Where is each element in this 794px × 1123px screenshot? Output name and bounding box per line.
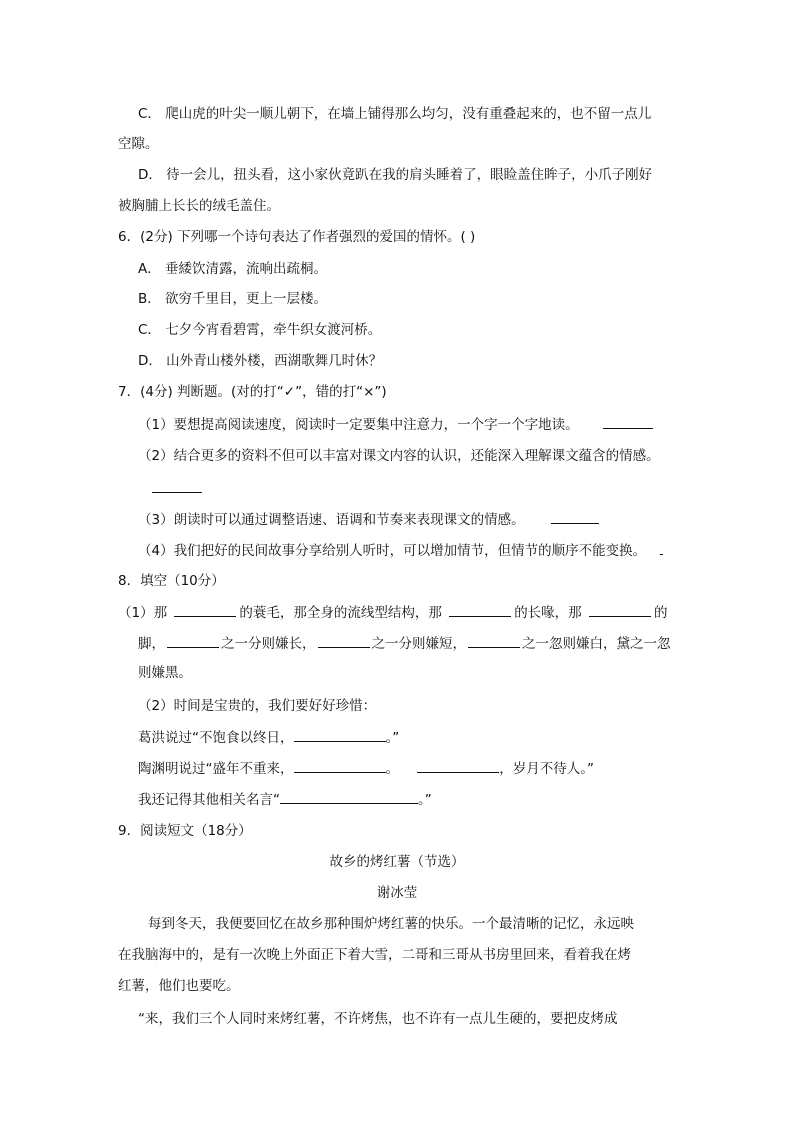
q8-p1-text-a: （1）那 <box>118 605 168 621</box>
q8-part1-line3: 则嫌黑。 <box>138 665 192 681</box>
passage-para2-line1: “来，我们三个人同时来烤红薯，不许烤焦，也不许有一点儿生硬的，要把皮烤成 <box>138 1011 618 1027</box>
q8-part1-line2 <box>138 633 671 653</box>
q8-blank-8[interactable] <box>294 758 386 773</box>
q7-item-4-text: （4）我们把好的民间故事分享给别人听时，可以增加情节，但情节的顺序不能变换。 <box>138 543 647 559</box>
q7-answer-blank-4[interactable] <box>660 540 663 555</box>
q8-ge-text-b: 。” <box>385 730 400 746</box>
q7-item-4 <box>138 540 663 560</box>
q9-stem: 9．阅读短文（18分） <box>118 823 252 839</box>
q8-other-text-a: 我还记得其他相关名言“ <box>138 792 280 808</box>
q5-option-d-line2: 被胸脯上长长的绒毛盖住。 <box>118 198 280 214</box>
q7-answer-blank-1[interactable] <box>603 414 653 429</box>
q5-option-c-line2: 空隙。 <box>118 136 159 152</box>
q8-blank-1[interactable] <box>174 602 236 617</box>
passage-para1-line1: 每到冬天，我便要回忆在故乡那种围炉烤红薯的快乐。一个最清晰的记忆，永远映 <box>148 916 634 932</box>
q8-ge-text-a: 葛洪说过“不饱食以终日， <box>138 730 294 746</box>
q8-p2-text-c: 之一分则嫌短， <box>371 636 466 652</box>
q8-blank-6[interactable] <box>468 633 520 648</box>
q8-tao-text-c: ，岁月不待人。” <box>499 761 595 777</box>
q8-gehong-line <box>138 727 399 747</box>
q6-option-b: B． 欲穷千里目，更上一层楼。 <box>138 291 328 307</box>
q8-other-quote-line <box>138 789 432 809</box>
q8-part2-intro: （2）时间是宝贵的，我们要好好珍惜： <box>138 698 377 714</box>
passage-para1-line2: 在我脑海中的，是有一次晚上外面正下着大雪，二哥和三哥从书房里回来，看着我在烤 <box>118 947 631 963</box>
q8-p2-text-d: 之一忽则嫌白，黛之一忽 <box>522 636 671 652</box>
q8-blank-4[interactable] <box>167 633 219 648</box>
q6-stem: 6．(2分) 下列哪一个诗句表达了作者强烈的爱国的情怀。( ) <box>118 229 476 245</box>
q7-stem: 7．(4分) 判断题。(对的打“✓”，错的打“×”) <box>118 384 387 400</box>
q8-p2-text-a: 脚， <box>138 636 165 652</box>
q8-blank-5[interactable] <box>318 633 370 648</box>
q8-blank-3[interactable] <box>589 602 651 617</box>
q8-p1-text-b: 的蓑毛，那全身的流线型结构，那 <box>239 605 442 621</box>
q5-option-d-line1: D． 待一会儿，扭头看，这小家伙竟趴在我的肩头睡着了，眼睑盖住眸子，小爪子刚好 <box>138 167 653 183</box>
q8-taoyuanming-line <box>138 758 594 778</box>
q7-item-3 <box>138 509 599 529</box>
q7-item-2: （2）结合更多的资料不但可以丰富对课文内容的认识，还能深入理解课文蕴含的情感。 <box>138 448 660 464</box>
q5-option-c-line1: C． 爬山虎的叶尖一顺儿朝下，在墙上铺得那么均匀，没有重叠起来的，也不留一点儿 <box>138 106 652 122</box>
q6-option-a: A． 垂緌饮清露，流响出疏桐。 <box>138 261 328 277</box>
passage-para1-line3: 红薯，他们也要吃。 <box>118 978 240 994</box>
q7-item-1-text: （1）要想提高阅读速度，阅读时一定要集中注意力，一个字一个字地读。 <box>138 417 579 433</box>
q7-item-2-answer <box>152 478 202 498</box>
q8-blank-10[interactable] <box>280 789 418 804</box>
q8-part1-line1 <box>118 602 667 622</box>
q8-blank-7[interactable] <box>294 727 386 742</box>
q6-option-d: D． 山外青山楼外楼，西湖歌舞几时休？ <box>138 353 383 369</box>
q8-p1-text-d: 的 <box>653 605 668 621</box>
q8-p1-text-c: 的长喙，那 <box>514 605 582 621</box>
q7-item-1 <box>138 414 653 434</box>
q7-answer-blank-2[interactable] <box>152 478 202 493</box>
q7-answer-blank-3[interactable] <box>551 509 599 524</box>
q7-item-3-text: （3）朗读时可以通过调整语速、语调和节奏来表现课文的情感。 <box>138 512 525 528</box>
q8-other-text-b: 。” <box>418 792 432 808</box>
q6-option-c: C． 七夕今宵看碧霄，牵牛织女渡河桥。 <box>138 322 382 338</box>
q8-tao-text-b: 。 <box>385 761 399 777</box>
passage-title: 故乡的烤红薯（节选） <box>329 854 465 870</box>
passage-author: 谢冰莹 <box>376 885 418 901</box>
q8-stem: 8．填空（10分） <box>118 573 225 589</box>
q8-tao-text-a: 陶渊明说过“盛年不重来， <box>138 761 294 777</box>
q8-blank-2[interactable] <box>449 602 511 617</box>
q8-p2-text-b: 之一分则嫌长， <box>221 636 316 652</box>
q8-blank-9[interactable] <box>417 758 499 773</box>
